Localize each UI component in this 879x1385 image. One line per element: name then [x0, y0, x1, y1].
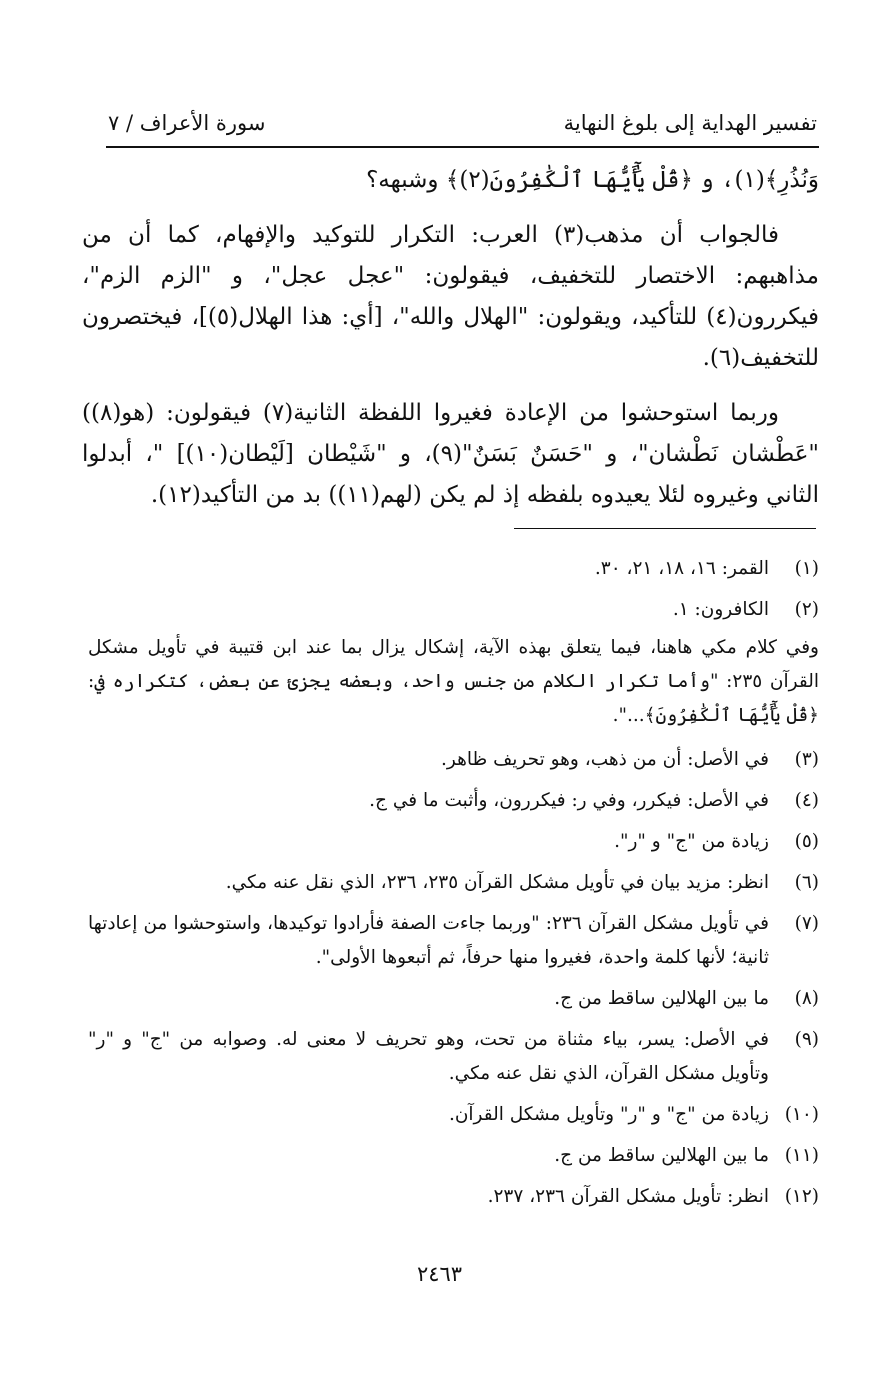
footnote-item: [88, 1180, 819, 1214]
footnote-item: [88, 1023, 819, 1091]
footnote-number: (١): [794, 558, 819, 579]
footnote-text: الكافرون: ١.: [672, 599, 769, 620]
footnote-text: زيادة من "ج" و "ر".: [614, 831, 769, 852]
footnote-item: [88, 907, 819, 975]
footnote-item: [88, 743, 819, 777]
footnote-item: [88, 784, 819, 818]
footnote-item: [88, 866, 819, 900]
footnote-number: (٦): [794, 872, 819, 893]
footnote-number: (٩): [794, 1029, 819, 1050]
running-header: [108, 105, 817, 141]
footnote-text: انظر: تأويل مشكل القرآن ٢٣٦، ٢٣٧.: [487, 1186, 769, 1207]
footnote-item: [88, 593, 819, 627]
surah-title: سورة الأعراف / ٧: [108, 111, 266, 135]
footnote-item: [88, 1139, 819, 1173]
footnote-item: [88, 982, 819, 1016]
footnote-text: ما بين الهلالين ساقط من ج.: [554, 988, 769, 1009]
main-text: [82, 160, 819, 530]
footnote-text: في الأصل: فيكرر، وفي ر: فيكررون، وأثبت ما في ج.: [369, 790, 769, 811]
footnote-text: في تأويل مشكل القرآن ٢٣٦: "وربما جاءت الصفة فأرادوا توكيدها، واستوحشوا من إعادتها ثانية؛ لأنها كلمة واحدة، فغيروا منها حرفاً، ثم أتبعوها الأولى".: [88, 913, 770, 968]
header-rule: [106, 146, 819, 148]
paragraph-1: وَنُذُرِ﴾(١)، و ﴿قُلْ يَٰٓأَيُّهَا ٱلْكَٰفِرُونَ(٢)﴾ وشبهه؟: [366, 167, 819, 193]
footnote-text: في الأصل: يسر، بياء مثناة من تحت، وهو تحريف لا معنى له. وصوابه من "ج" و "ر" وتأويل مشكل القرآن، الذي نقل عنه مكي.: [88, 1029, 769, 1084]
footnote-number: (٣): [794, 749, 819, 770]
footnote-number: (٥): [794, 831, 819, 852]
footnote-number: (٤): [794, 790, 819, 811]
footnote-number: (٧): [794, 913, 819, 934]
footnote-number: (١١): [784, 1145, 819, 1166]
footnote-number: (١٠): [784, 1104, 819, 1125]
footnote-number: (٨): [794, 988, 819, 1009]
footnote-item: [88, 1098, 819, 1132]
footnotes: [88, 552, 819, 1221]
footnote-text: انظر: مزيد بيان في تأويل مشكل القرآن ٢٣٥، ٢٣٦، الذي نقل عنه مكي.: [225, 872, 769, 893]
footnote-number: (١٢): [784, 1186, 819, 1207]
footnote-text: زيادة من "ج" و "ر" وتأويل مشكل القرآن.: [448, 1104, 769, 1125]
footnote-continuation: وفي كلام مكي هاهنا، فيما يتعلق بهذه الآية، إشكال يزال بما عند ابن قتيبة في تأويل مشكل القرآن ٢٣٥: "وأما تكرار الكلام من جنس واحد، وبعضه يجزئ عن بعض، كتكراره في: ﴿قُلْ يَٰٓأَيُّهَا ٱلْكَٰفِرُونَ﴾...".: [88, 637, 819, 726]
paragraph-2: فالجواب أن مذهب(٣) العرب: التكرار للتوكيد والإفهام، كما أن من مذاهبهم: الاختصار للتخفيف، فيقولون: "عجل عجل"، و "الزم الزم"، فيكررون(٤) للتأكيد، ويقولون: "الهلال والله"، [أي: هذا الهلال(٥)]، فيختصرون للتخفيف(٦).: [82, 222, 819, 371]
footnote-text: القمر: ١٦، ١٨، ٢١، ٣٠.: [594, 558, 769, 579]
footnote-number: (٢): [794, 599, 819, 620]
footnote-text: ما بين الهلالين ساقط من ج.: [554, 1145, 769, 1166]
footnote-separator: [514, 528, 816, 529]
page-number: ٢٤٦٣: [416, 1262, 463, 1286]
paragraph-3: وربما استوحشوا من الإعادة فغيروا اللفظة الثانية(٧) فيقولون: (هو(٨)) "عَطْشان نَطْشان"، و "حَسَنٌ بَسَنٌ"(٩)، و "شَيْطان [لَيْطان(١٠)] "، أبدلوا الثاني وغيروه لئلا يعيدوه بلفظه إذ لم يكن (لهم(١١)) بد من التأكيد(١٢).: [82, 400, 820, 508]
footnote-item: [88, 825, 819, 859]
book-title: تفسير الهداية إلى بلوغ النهاية: [563, 111, 817, 135]
footnote-item: [88, 552, 819, 586]
footnote-text: في الأصل: أن من ذهب، وهو تحريف ظاهر.: [441, 749, 769, 770]
